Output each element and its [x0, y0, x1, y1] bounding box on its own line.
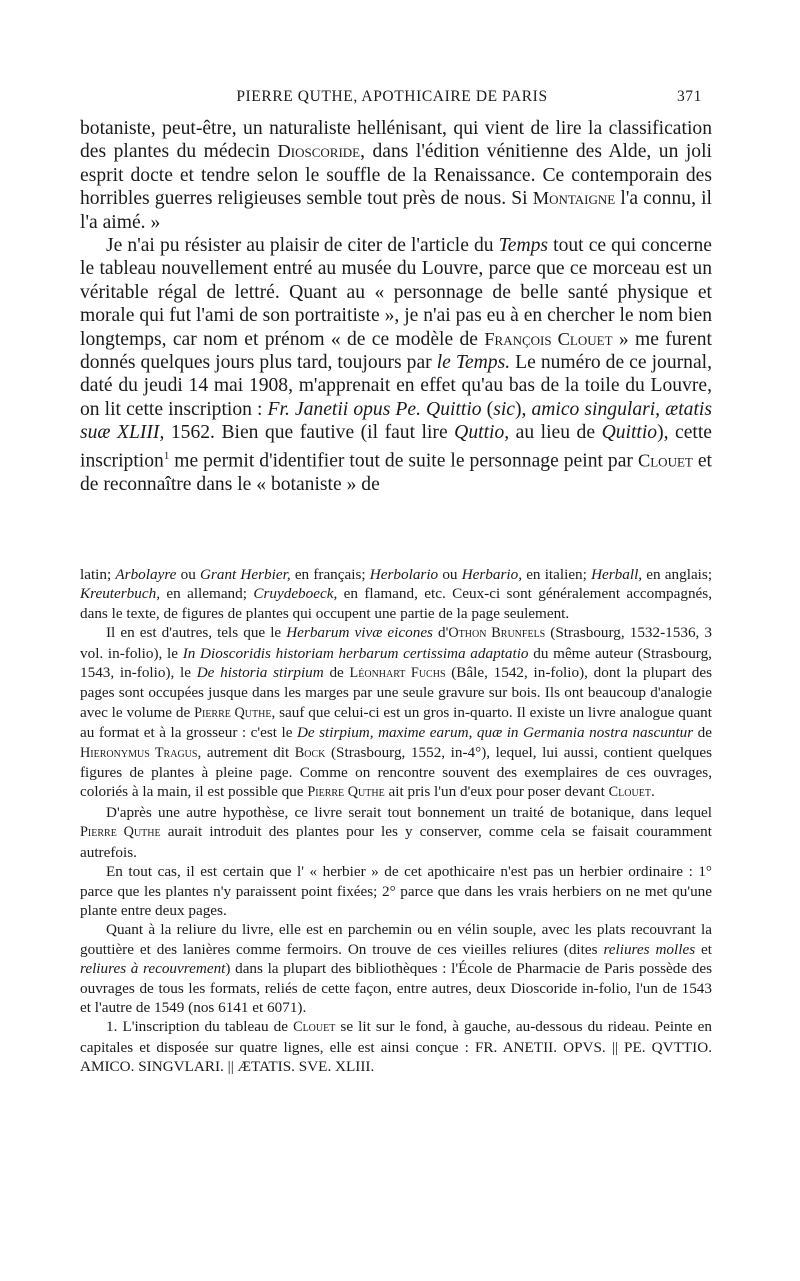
- author-name: Clouet: [608, 784, 651, 801]
- text-run: , autrement dit: [197, 743, 295, 761]
- italic-run: Arbolayre: [115, 566, 177, 583]
- text-run: ou: [438, 566, 462, 583]
- italic-run: reliures molles: [603, 940, 696, 958]
- text-run: , sauf que celui-ci est un gros in-quarto. Il existe un livre analogue quant au format et à la grosseur : c'est le: [80, 703, 712, 742]
- text-run: ),: [514, 398, 532, 420]
- author-name: Pierre Quthe: [194, 704, 272, 721]
- text-run: tout ce qui concerne le tableau nouvellement entré au musée du Louvre, parce que ce morceau est un véritable régal de lettré. Quant au « personnage de belle santé physique et morale qui fut l'ami de son portraitiste », je n'ai pas eu à en chercher le nom bien longtemps, car nom et prénom « de ce modèle de: [80, 235, 712, 350]
- author-name: François Clouet: [484, 328, 613, 349]
- note-2: [80, 623, 712, 803]
- italic-run: Herball,: [591, 566, 643, 583]
- italic-run: amico singulari, ætatis suæ XLIII,: [80, 398, 712, 444]
- italic-run: De stirpium, maxime earum, quæ in Germania nostra nascuntur: [296, 724, 694, 742]
- text-run: (Strasbourg, 1532-1536, 3 vol. in-folio), le: [80, 624, 712, 662]
- paragraph-2: [80, 234, 712, 496]
- text-run: en flamand, etc. Ceux-ci sont généralement accompagnés, dans le texte, de figures de plantes qui occupent une partie de la page seulement.: [80, 585, 713, 622]
- italic-run: Grant Herbier,: [199, 566, 291, 583]
- text-run: Quant à la reliure du livre, elle est en parchemin ou en vélin souple, avec les plats recouvrant la gouttière et des lanières comme fermoirs. On trouve de ces vieilles reliures (dites: [80, 921, 712, 958]
- italic-run: Quittio: [601, 422, 658, 444]
- main-text: [80, 117, 712, 496]
- italic-run: le Temps.: [436, 352, 511, 374]
- footnote-marker: 1: [163, 449, 170, 462]
- italic-run: reliures à recouvrement: [80, 960, 226, 978]
- footnote-1: [80, 1017, 712, 1076]
- italic-run: sic: [493, 398, 515, 420]
- text-run: en italien;: [522, 566, 592, 583]
- text-run: Il en est d'autres, tels que le: [106, 624, 287, 642]
- text-run: (Bâle, 1542, in-folio), dont la plupart des pages sont occupées jusque dans les marges par une seule gravure sur bois. Ils ont beaucoup d'analogie avec le volume de: [80, 664, 713, 721]
- author-name: Pierre Quthe: [307, 784, 385, 801]
- author-name: Pierre Quthe: [80, 824, 161, 841]
- text-run: Le numéro de ce journal, daté du jeudi 14 mai 1908, m'apprenait en effet qu'au bas de la toile du Louvre, on lit cette inscription :: [80, 352, 712, 420]
- text-run: de: [693, 724, 713, 742]
- text-run: (Strasbourg, 1552, in-4°), lequel, lui aussi, contient quelques figures de plantes à pleine page. Comme on rencontre souvent des exemplaires de ces ouvrages, coloriés à la main, il est possible que: [80, 743, 712, 801]
- page-number: 371: [676, 88, 702, 105]
- italic-run: Quttio,: [454, 422, 510, 444]
- text-run: 1. L'inscription du tableau de: [106, 1018, 294, 1036]
- notes-section: [80, 565, 712, 1077]
- italic-run: In Dioscoridis historiam herbarum certissima adaptatio: [182, 644, 529, 662]
- text-run: botaniste, peut-être, un naturaliste hellénisant, qui vient de lire la classification des plantes du médecin: [80, 118, 712, 163]
- text-run: de: [323, 664, 350, 682]
- text-run: D'après une autre hypothèse, ce livre serait tout bonnement un traité de botanique, dans lequel: [106, 803, 712, 821]
- italic-run: Herbolario: [369, 566, 439, 583]
- text-run: en allemand;: [160, 585, 254, 603]
- text-run: En tout cas, il est certain que l' « herbier » de cet apothicaire n'est pas un herbier ordinaire : 1° parce que les plantes n'y paraissent point fixées; 2° parce que dans les vrais herbiers on ne met qu'une plante entre deux pages.: [80, 863, 712, 919]
- text-run: .: [650, 783, 655, 801]
- italic-run: Kreuterbuch,: [80, 585, 161, 603]
- author-name: Bock: [294, 744, 326, 761]
- text-run: me permit d'identifier tout de suite le personnage peint par: [169, 450, 638, 472]
- text-run: » me furent donnés quelques jours plus tard, toujours par: [80, 328, 712, 374]
- note-4: [80, 862, 712, 920]
- text-run: au lieu de: [509, 422, 602, 444]
- author-name: Othon Brunfels: [448, 625, 546, 642]
- italic-run: Herbario,: [461, 566, 523, 583]
- note-3: [80, 803, 712, 862]
- text-run: aurait introduit des plantes pour les y conserver, comme cela se faisait couramment autrefois.: [80, 823, 712, 861]
- author-name: Montaigne: [532, 188, 616, 209]
- text-run: ) dans la plupart des bibliothèques : l'École de Pharmacie de Paris possède des ouvrages de tous les formats, reliés de cette façon, entre autres, deux Dioscoride in-folio, l'un de 1543 et l'autre de 1549 (nos 6141 et 6071).: [80, 960, 713, 1016]
- note-5: [80, 920, 712, 1017]
- paragraph-1: [80, 117, 712, 234]
- text-run: d': [432, 624, 449, 642]
- text-run: 1562. Bien que fautive (il faut lire: [164, 422, 455, 444]
- running-title: PIERRE QUTHE, APOTHICAIRE DE PARIS: [236, 88, 548, 105]
- note-1: [80, 565, 712, 623]
- text-run: ), cette inscription: [80, 422, 713, 472]
- text-run: en français;: [290, 566, 370, 583]
- running-header: [82, 88, 702, 110]
- author-name: Clouet: [637, 450, 693, 471]
- italic-run: Cruydeboeck,: [253, 585, 338, 603]
- author-name: Dioscoride: [277, 141, 361, 162]
- text-run: en anglais;: [642, 566, 713, 583]
- italic-run: Herbarum vivæ eicones: [286, 624, 433, 642]
- text-run: Je n'ai pu résister au plaisir de citer de l'article du: [106, 235, 499, 257]
- italic-run: Fr. Janetii opus Pe. Quittio: [267, 398, 482, 420]
- italic-run: Temps: [498, 235, 549, 257]
- text-run: et de reconnaître dans le « botaniste » de: [80, 450, 712, 495]
- text-run: du même auteur (Strasbourg, 1543, in-folio), le: [80, 644, 712, 682]
- text-run: se lit sur le fond, à gauche, au-dessous du rideau. Peinte en capitales et disposée sur quatre lignes, elle est ainsi conçue : FR. ANETII. OPVS. || PE. QVTTIO. AMICO. SINGVLARI. || ÆTATIS. SVE. XLIII.: [80, 1018, 712, 1076]
- italic-run: De historia stirpium: [196, 664, 324, 682]
- text-run: (: [481, 398, 494, 420]
- author-name: Hieronymus Tragus: [80, 744, 198, 761]
- text-run: , dans l'édition vénitienne des Alde, un joli esprit docte et tendre selon le souffle de la Renaissance. Ce contemporain des horribles guerres religieuses semble tout près de nous. Si: [80, 141, 712, 210]
- author-name: Clouet: [293, 1019, 336, 1036]
- text-run: ait pris l'un d'eux pour poser devant: [384, 783, 609, 801]
- text-run: latin;: [80, 566, 116, 583]
- text-run: l'a connu, il l'a aimé. »: [80, 188, 712, 233]
- author-name: Léonhart Fuchs: [349, 665, 446, 682]
- text-run: ou: [176, 566, 200, 583]
- text-run: et: [695, 940, 712, 958]
